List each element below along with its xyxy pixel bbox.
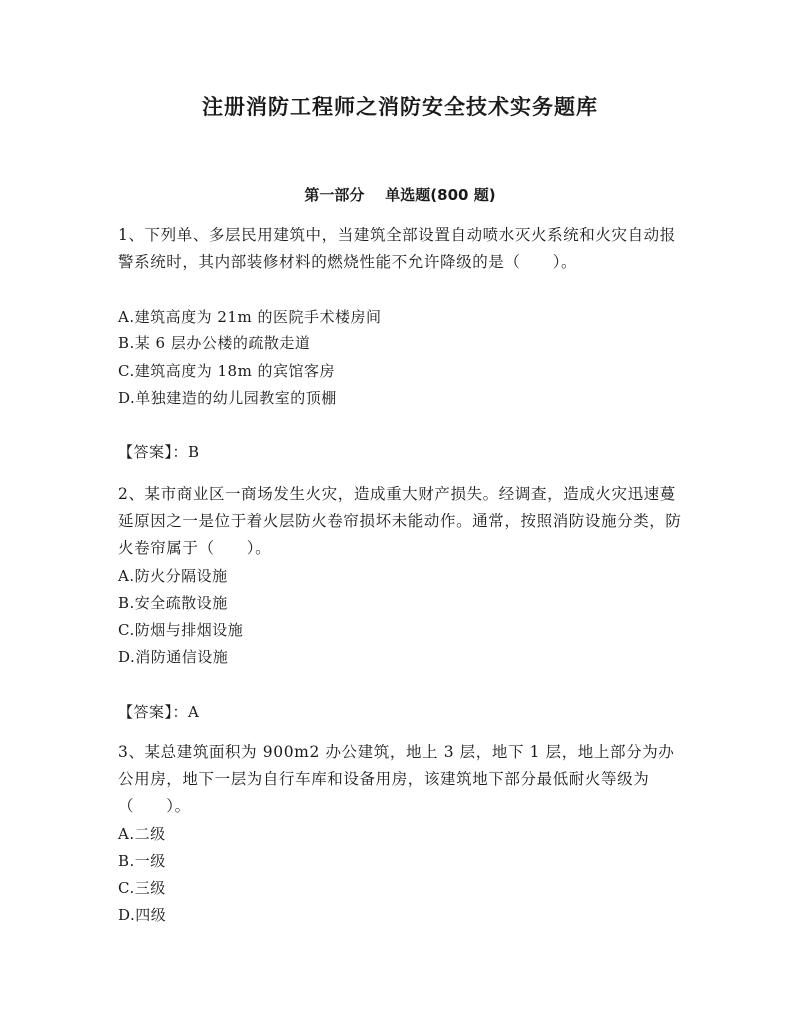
answer-value: A (188, 703, 199, 721)
question-3-option-d: D.四级 (118, 906, 167, 924)
question-1-option-b: B.某 6 层办公楼的疏散走道 (118, 334, 311, 352)
section-title: 第一部分 单选题(800 题) (304, 186, 496, 204)
question-1-option-a: A.建筑高度为 21m 的医院手术楼房间 (118, 308, 382, 326)
question-1-option-c: C.建筑高度为 18m 的宾馆客房 (118, 362, 336, 380)
question-2-stem: 2、某市商业区一商场发生火灾，造成重大财产损失。经调查，造成火灾迅速蔓延原因之一是位于着火层防火卷帘损坏未能动作。通常，按照消防设施分类，防火卷帘属于（ ）。 (118, 485, 682, 557)
answer-label: 【答案】： (118, 703, 189, 721)
question-1-stem: 1、下列单、多层民用建筑中，当建筑全部设置自动喷水灭火系统和火灾自动报警系统时，其内部装修材料的燃烧性能不允许降级的是（ ）。 (118, 226, 676, 271)
answer-label: 【答案】： (118, 443, 189, 461)
question-1-option-d: D.单独建造的幼儿园教室的顶棚 (118, 389, 337, 407)
document-title: 注册消防工程师之消防安全技术实务题库 (202, 95, 598, 119)
question-3-stem: 3、某总建筑面积为 900m2 办公建筑，地上 3 层，地下 1 层，地上部分为办公用房，地下一层为自行车库和设备用房，该建筑地下部分最低耐火等级为（ ）。 (118, 743, 675, 815)
question-2-option-b: B.安全疏散设施 (118, 594, 228, 612)
question-3-option-b: B.一级 (118, 852, 166, 870)
question-2-answer (118, 701, 199, 723)
question-2-option-c: C.防烟与排烟设施 (118, 621, 244, 639)
question-3-option-c: C.三级 (118, 879, 166, 897)
question-2-option-d: D.消防通信设施 (118, 648, 229, 666)
question-2-option-a: A.防火分隔设施 (118, 567, 228, 585)
answer-value: B (188, 443, 200, 461)
question-3-option-a: A.二级 (118, 825, 166, 843)
question-1-answer (118, 441, 199, 463)
